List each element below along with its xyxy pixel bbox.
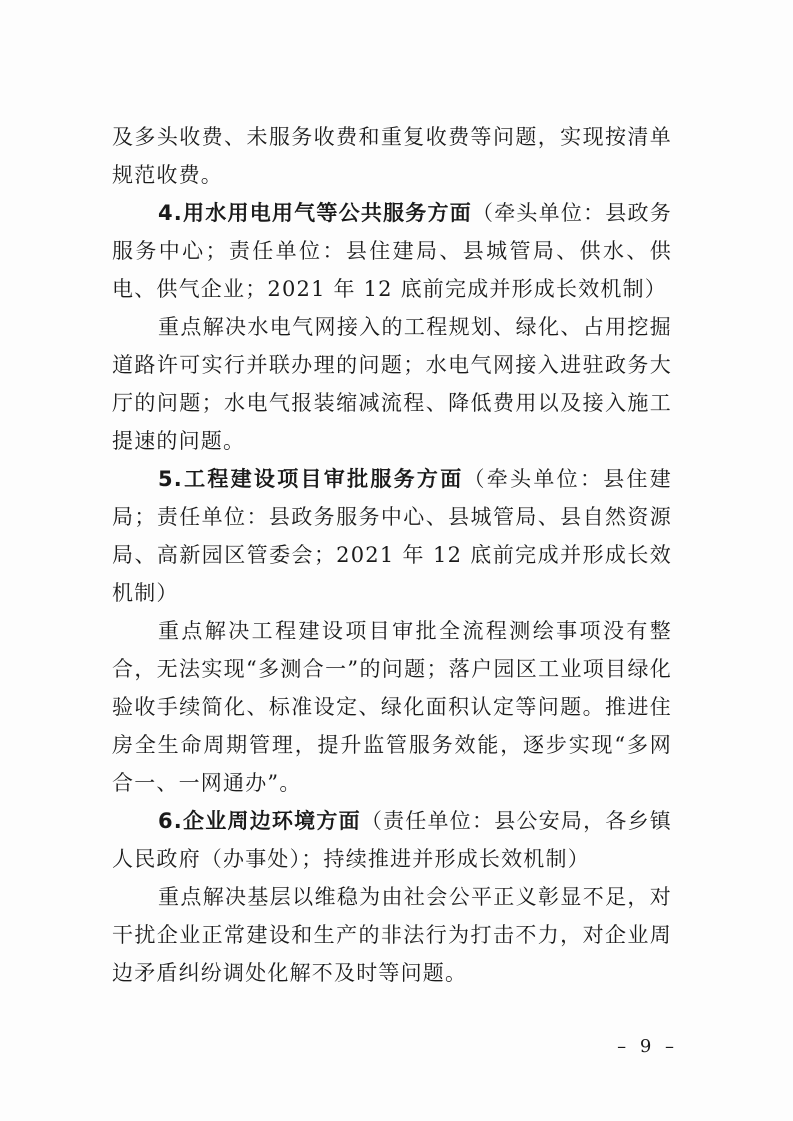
section-heading-4 bbox=[112, 194, 672, 308]
section-heading-note: （牵头单位：县政务服务中心；责任单位：县住建局、县城管局、供水、供电、供气企业；2021 年 12 底前完成并形成长效机制） bbox=[112, 201, 672, 301]
paragraph-section-4: 重点解决水电气网接入的工程规划、绿化、占用挖掘道路许可实行并联办理的问题；水电气网接入进驻政务大厅的问题；水电气报装缩减流程、降低费用以及接入施工提速的问题。 bbox=[112, 315, 672, 453]
section-heading-title: 4.用水用电用气等公共服务方面 bbox=[158, 201, 472, 225]
paragraph-section-5: 重点解决工程建设项目审批全流程测绘事项没有整合，无法实现“多测合一”的问题；落户园区工业项目绿化验收手续简化、标准设定、绿化面积认定等问题。推进住房全生命周期管理，提升监管服务效能，逐步实现“多网合一、一网通办”。 bbox=[112, 619, 672, 795]
section-heading-6 bbox=[112, 802, 672, 878]
document-body bbox=[112, 118, 672, 992]
section-heading-title: 6.企业周边环境方面 bbox=[158, 809, 361, 833]
page-number: – 9 – bbox=[617, 1036, 678, 1057]
paragraph-section-6: 重点解决基层以维稳为由社会公平正义彰显不足，对干扰企业正常建设和生产的非法行为打击不力，对企业周边矛盾纠纷调处化解不及时等问题。 bbox=[112, 885, 672, 985]
section-heading-title: 5.工程建设项目审批服务方面 bbox=[158, 467, 464, 491]
paragraph-continuation: 及多头收费、未服务收费和重复收费等问题，实现按清单规范收费。 bbox=[112, 125, 672, 187]
section-heading-5 bbox=[112, 460, 672, 612]
section-heading-note: （责任单位：县公安局，各乡镇人民政府（办事处）；持续推进并形成长效机制） bbox=[112, 809, 672, 871]
section-heading-note: （牵头单位：县住建局；责任单位：县政务服务中心、县城管局、县自然资源局、高新园区管委会；2021 年 12 底前完成并形成长效机制） bbox=[112, 467, 672, 605]
